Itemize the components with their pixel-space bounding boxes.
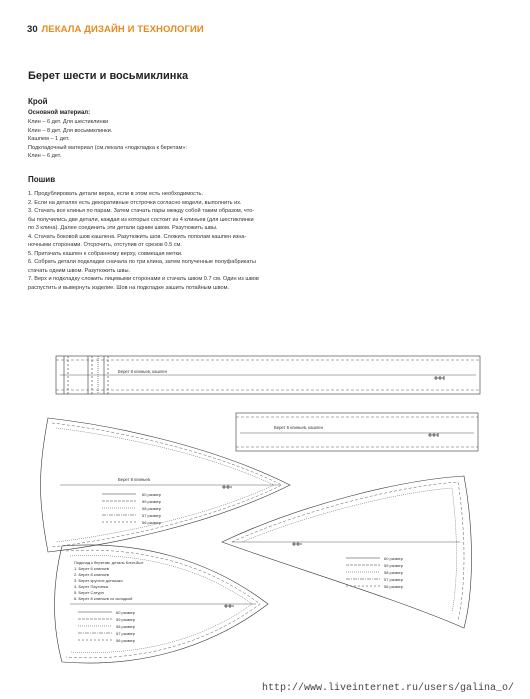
step-line: 3. Стачать все клинья по парам. Затем стачать пары между собой таким образом, что-: [28, 208, 255, 214]
legend-56: 56 размер: [142, 520, 161, 525]
legend-58: 58 размер: [384, 570, 403, 575]
legend-60: 60 размер: [116, 610, 135, 615]
legend-56: 56 размер: [116, 638, 135, 643]
material-line: Клин – 6 дет.: [28, 153, 62, 159]
legend-58: 58 размер: [116, 624, 135, 629]
lining-note: 6. Берет 8 клиньев со складкой: [74, 596, 133, 601]
legend-58: 58 размер: [142, 506, 161, 511]
size-legend-right: [346, 556, 404, 589]
lining-note: 3. Берет круглое донышко: [74, 578, 123, 583]
cut-heading: Крой: [28, 97, 48, 106]
legend-59: 59 размер: [142, 499, 161, 504]
step-line: ночными сторонами. Отсрочить, отступив от срезов 0.5 см.: [28, 242, 182, 248]
lining-note: 2. Берет 8 клиньев: [74, 572, 109, 577]
section-title: ЛЕКАЛА ДИЗАЙН И ТЕХНОЛОГИИ: [41, 24, 204, 35]
band-small-piece: [236, 413, 478, 451]
step-line: распустить и вывернуть изделие. Шов на подкладке зашить потайным швом.: [28, 284, 229, 291]
source-url: http://www.liveinternet.ru/users/galina_o/: [261, 683, 514, 694]
step-line: по 3 клина). Далее соединить эти детали одним швом. Разутюжить швы.: [28, 225, 218, 231]
step-line: 6. Собрать детали подкладки сначала по три клина, затем полученные полуфабрикаты: [28, 259, 256, 265]
wedge-left-label: Берет 8 клиньев: [118, 477, 150, 482]
legend-60: 60 размер: [142, 492, 161, 497]
legend-60: 60 размер: [384, 556, 403, 561]
material-line: Подкладочный материал (см.лекала «подкладка к беретам»:: [28, 144, 187, 151]
legend-59: 59 размер: [384, 563, 403, 568]
lining-note: 1. Берет 6 клиньев: [74, 566, 109, 571]
step-line: 7. Верх и подкладку сложить лицевыми сторонами и стачать швом 0.7 см. Один из швов: [28, 276, 259, 282]
material-line: Клин – 8 дет. Для восьмиклинки.: [28, 127, 113, 134]
step-line: 4. Стачать боковой шов кашлена. Разутюжить шов. Сложить пополам кашпен изна-: [28, 233, 247, 240]
sew-heading: Пошив: [28, 175, 56, 184]
step-line: 1. Продублировать детали верха, если в этом есть необходимость.: [28, 191, 203, 197]
lining-notes: [74, 560, 144, 601]
legend-57: 57 размер: [116, 631, 135, 636]
band-large-label: Берет 8 клиньев, кашлен: [118, 369, 167, 374]
size-legend-left: [102, 492, 162, 525]
band-large-piece: [56, 356, 480, 394]
page-number: 30: [27, 24, 38, 35]
step-line: стачать одним швом. Разутюжить швы.: [28, 267, 131, 274]
lining-note: Подклад к беретам: деталь Клин-8шт: [74, 560, 144, 565]
material-line: Кашпем – 1 дет.: [28, 136, 70, 142]
legend-57: 57 размер: [142, 513, 161, 518]
band-small-label: Берет 8 клиньев, кашлен: [274, 425, 323, 430]
document-title: Берет шести и восьмиклинка: [28, 70, 189, 82]
legend-56: 56 размер: [384, 584, 403, 589]
lining-note: 5. Берет Сатурн: [74, 590, 104, 595]
wedge-left-piece: [41, 418, 291, 552]
material-line: Клин – 6 дет. Для шестиклинки: [28, 119, 109, 125]
lining-wedge-piece: [55, 545, 269, 663]
legend-57: 57 размер: [384, 577, 403, 582]
lining-note: 4. Берет Паутинка: [74, 584, 108, 589]
legend-59: 59 размер: [116, 617, 135, 622]
step-line: 5. Притачать кашпен к собранному верху, совмещая метки.: [28, 250, 183, 257]
size-legend-bottom: [78, 610, 136, 643]
materials-heading: Основной материал:: [28, 110, 91, 116]
step-line: 2. Если на деталях есть декоративные отстрочки согласно модели, выполнить их.: [28, 199, 242, 206]
step-line: бы получились две детали, каждая из которых состоит из 4 клиньев (для шестиклинки: [28, 216, 254, 223]
